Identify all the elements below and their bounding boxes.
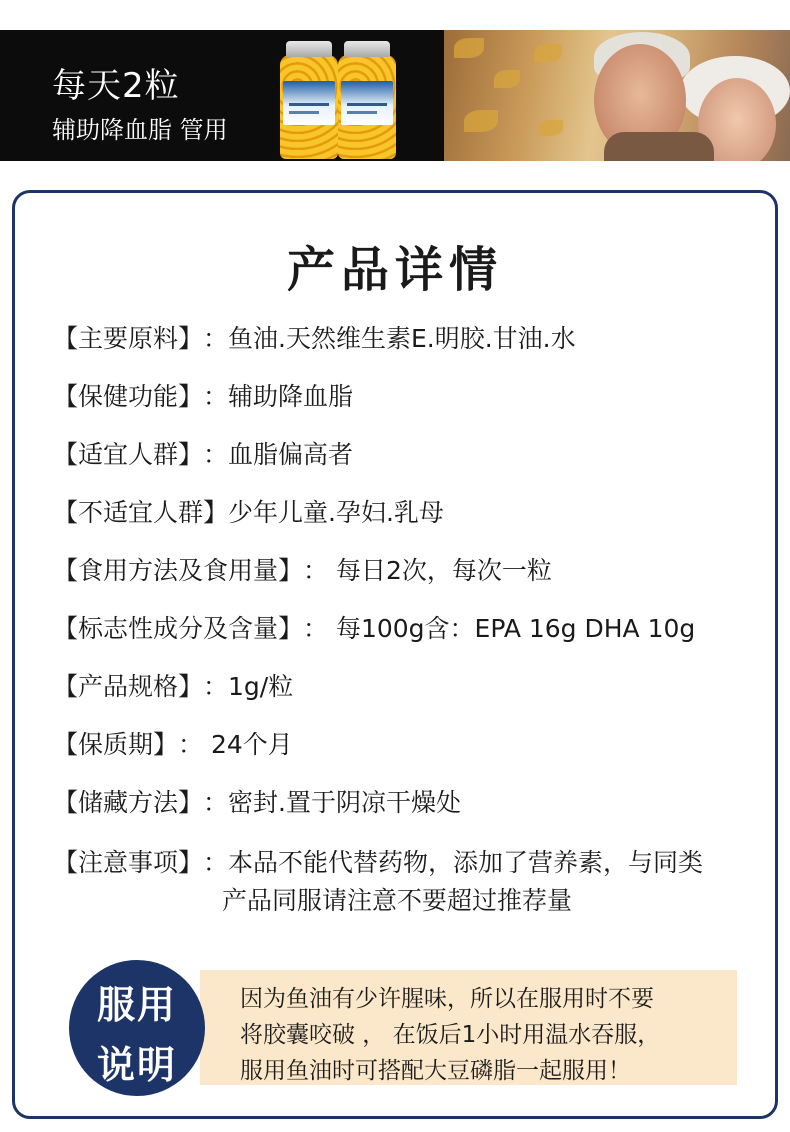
card-title: 产品详情 [286, 242, 503, 298]
detail-row-storage [53, 783, 461, 819]
detail-value: ：鱼油.天然维生素E.明胶.甘油.水 [203, 324, 576, 353]
usage-text-line: 将胶囊咬破 ， 在饭后1小时用温水吞服， [240, 1022, 661, 1048]
detail-value: 少年儿童.孕妇.乳母 [228, 498, 444, 527]
usage-badge-line1: 服用 [96, 983, 177, 1027]
detail-row-spec [53, 667, 293, 703]
detail-value: ：血脂偏高者 [203, 440, 354, 469]
product-details-card [12, 190, 778, 1119]
detail-row-dosage [53, 551, 552, 587]
detail-row-ingredients [53, 319, 576, 355]
detail-label: 【保健功能】 [53, 382, 204, 411]
detail-value: ：本品不能代替药物，添加了营养素，与同类 [203, 848, 704, 877]
detail-row-unsuitable [53, 493, 444, 529]
usage-text-line: 因为鱼油有少许腥味，所以在服用时不要 [240, 986, 654, 1012]
detail-value: ： 24个月 [178, 730, 293, 759]
detail-label: 【储藏方法】 [53, 788, 204, 817]
detail-label: 【主要原料】 [53, 324, 204, 353]
detail-value: ： 每100g含：EPA 16g DHA 10g [303, 614, 696, 643]
detail-value: ：密封.置于阴凉干燥处 [203, 788, 461, 817]
usage-badge [69, 960, 205, 1096]
detail-row-notice [53, 843, 703, 879]
notice-line-2: 产品同服请注意不要超过推荐量 [222, 886, 573, 915]
detail-label: 【食用方法及食用量】 [53, 556, 304, 585]
detail-label: 【不适宜人群】 [53, 498, 229, 527]
detail-label: 【注意事项】 [53, 848, 204, 877]
top-banner [0, 30, 790, 161]
detail-value: ：辅助降血脂 [203, 382, 354, 411]
elderly-couple-photo [444, 30, 790, 161]
fish-oil-bottle-image [280, 41, 338, 159]
detail-row-function [53, 377, 353, 413]
fish-oil-bottle-image [338, 41, 396, 159]
detail-row-shelf-life [53, 725, 293, 761]
detail-label: 【产品规格】 [53, 672, 204, 701]
detail-row-components [53, 609, 695, 645]
detail-row-suitable [53, 435, 353, 471]
detail-value: ：1g/粒 [203, 672, 294, 701]
usage-text-line: 服用鱼油时可搭配大豆磷脂一起服用！ [240, 1058, 631, 1084]
detail-label: 【标志性成分及含量】 [53, 614, 304, 643]
detail-label: 【保质期】 [53, 730, 179, 759]
detail-label: 【适宜人群】 [53, 440, 204, 469]
detail-value: ： 每日2次，每次一粒 [303, 556, 552, 585]
usage-badge-line2: 说明 [96, 1043, 177, 1087]
banner-title: 每天2粒 [52, 66, 180, 106]
banner-subtitle: 辅助降血脂 管用 [52, 116, 228, 144]
